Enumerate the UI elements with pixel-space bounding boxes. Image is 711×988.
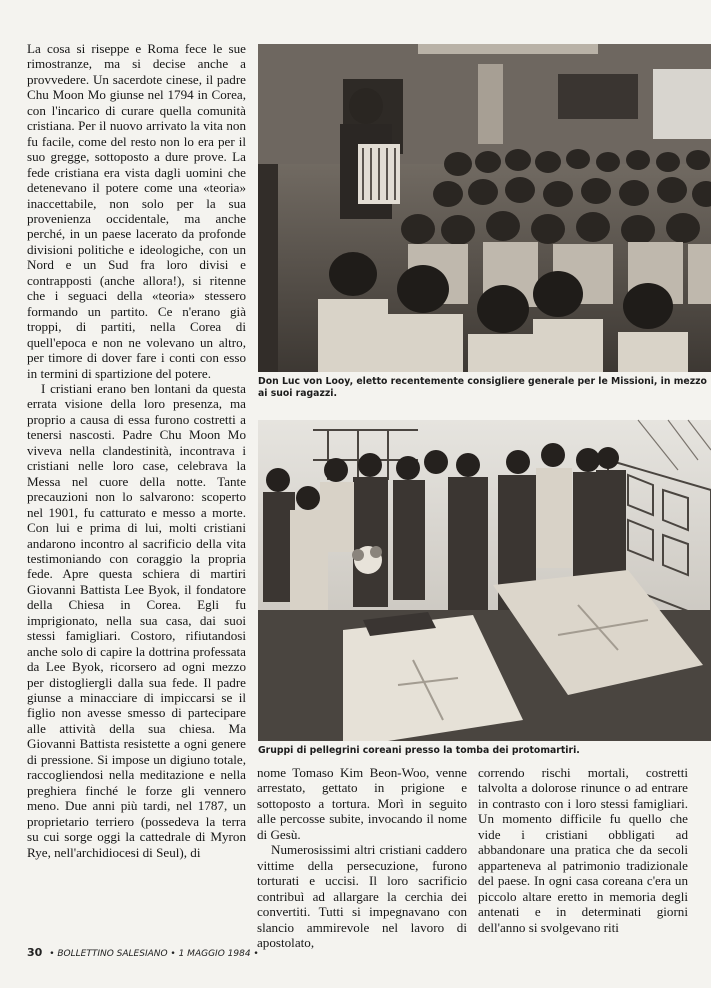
page-footer <box>27 946 327 959</box>
page-number: 30 <box>27 946 43 959</box>
paragraph: I cristiani erano ben lontani da questa errata visione della loro presenza, ma proprio a causa di essa furono costretti a tenersi nascosti. Padre Chu Moon Mo viveva nella clandestinità, incontrava i cristiani nelle loro case, celebrava la Messa nel cuore della notte. Tante precauzioni non lo salvarono: scoperto nel 1901, fu catturato e messo a morte. Con lui e prima di lui, molti cristiani andarono incontro al sacrificio della vita testimoniando con coraggio la propria fede. Apre questa schiera di martiri Giovanni Battista Lee Byok, il fondatore della Chiesa in Corea. Egli fu imprigionato, nella sua casa, dai suoi stessi famigliari. Costoro, rifiutandosi anche solo di capire la dottrina professata da Lee Byok, ricorsero ad ogni mezzo per distogliergli dalla sua fede. Il padre giunse a minacciare di impiccarsi se il figlio non avesse smesso di partecipare alle attività della sua chiesa. Ma Giovanni Battista resistette a ogni genere di pressione. Si impose un digiuno totale, raccogliendosi nella meditazione e nella preghiera finché le forze gli vennero meno. Due anni più tardi, nel 1787, un proprietario terriero (possedeva la terra su cui sorge oggi la cattedrale di Myron Rye, nell'archidiocesi di Seul), di <box>27 380 246 860</box>
photo-priest-with-youth <box>258 44 711 372</box>
paragraph: Numerosissimi altri cristiani caddero vittime della persecuzione, furono torturati e uccisi. Il loro sacrificio contribuì ad allargare la cerchia dei convertiti. Tutti si impegnavano con slancio ammirevole nel lavoro di apostolato, <box>257 842 467 950</box>
paragraph: nome Tomaso Kim Beon-Woo, venne arrestato, gettato in prigione e sottoposto a tortura. Morì in seguito alle percosse subite, invocando il nome di Gesù. <box>257 765 467 842</box>
photo-caption: Gruppi di pellegrini coreani presso la tomba dei protomartiri. <box>258 745 580 756</box>
article-column-1 <box>27 41 246 941</box>
photo-caption: Don Luc von Looy, eletto recentemente consigliere generale per le Missioni, in mezzo ai suoi ragazzi. <box>258 376 707 399</box>
article-column-3 <box>478 765 688 941</box>
publication-line: • BOLLETTINO SALESIANO • 1 MAGGIO 1984 • <box>49 949 259 959</box>
paragraph: La cosa si riseppe e Roma fece le sue rimostranze, ma si decise anche a provvedere. Un sacerdote cinese, il padre Chu Moon Mo giunse nel 1794 in Corea, con l'incarico di curare quella comunità cristiana. Per il nuovo arrivato la vita non fu facile, come del resto non lo era per il suo gregge, sottoposto a dure prove. La fede cristiana era vista dagli uomini che detenevano il potere come una «teoria» inaccettabile, non solo per la sua provenienza occidentale, ma anche perché, in un paese lacerato da profonde divisioni politiche e ideologiche, con un Nord e un Sud fra loro divisi e contrapposti (anche allora!), si ritenne che i seguaci della «teoria» stessero formando un partito. Ce n'erano già troppi, di partiti, nella Corea di quell'epoca e non ne volevano un altro, per timore di dover fare i conti con esso in termini di spartizione del potere. <box>27 41 246 381</box>
paragraph: correndo rischi mortali, costretti talvolta a dolorose rinunce o ad entrare in contrasto con i loro stessi famigliari. Un momento difficile fu quello che vide i cristiani obbligati ad abbandonare una pratica che da secoli apparteneva al patrimonio tradizionale del paese. In ogni casa coreana c'era un piccolo altare eretto in memoria degli antenati e in determinati giorni dell'anno si svolgevano riti <box>478 765 688 935</box>
article-column-2 <box>257 765 467 950</box>
photo-pilgrims-at-tomb <box>258 420 711 741</box>
